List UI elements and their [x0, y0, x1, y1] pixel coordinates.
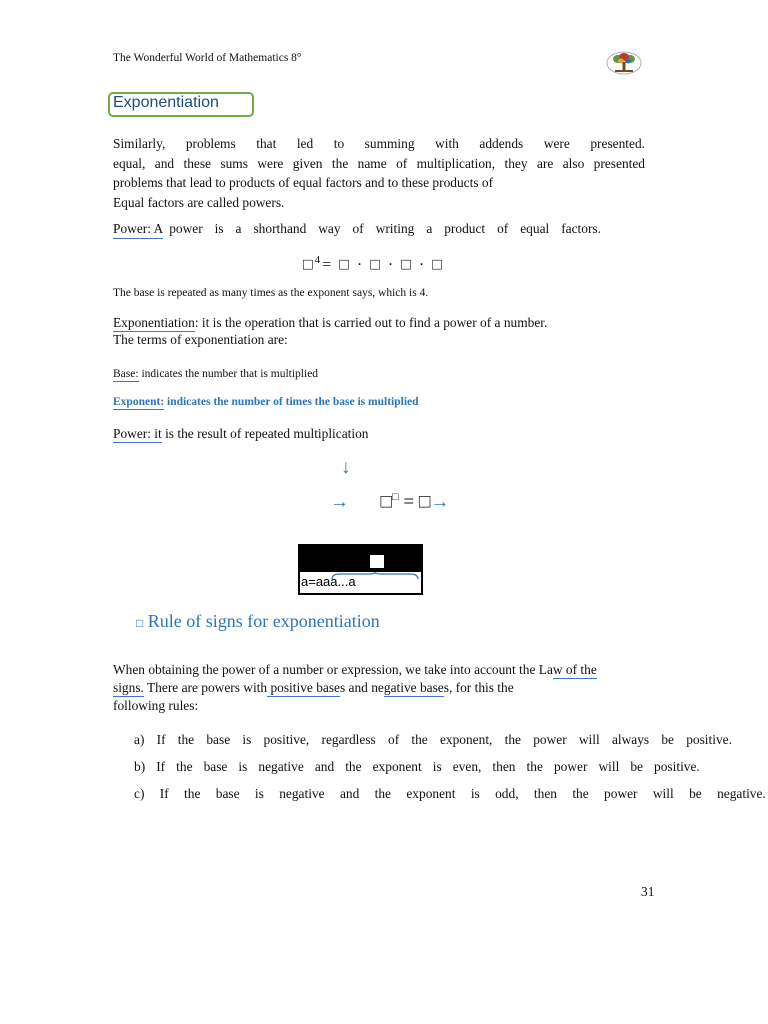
rule-word: power	[553, 759, 588, 774]
rule-word: base	[206, 732, 231, 747]
rule-item	[134, 732, 732, 759]
base-definition-text: indicates the number that is multiplied	[138, 368, 319, 380]
power-equation-diagram	[330, 491, 449, 513]
rule-word: If	[156, 732, 166, 747]
equation-equals: =	[403, 491, 415, 513]
rule-word: and	[314, 759, 335, 774]
signs-text: There are powers with	[143, 680, 268, 695]
right-arrow-icon: →	[430, 491, 450, 513]
figure-caption: a=aaa...a	[301, 574, 356, 589]
rule-word: a)	[134, 732, 145, 747]
rule-word: negative.	[717, 786, 766, 801]
right-arrow-icon: →	[330, 491, 349, 513]
rule-word: the	[504, 732, 521, 747]
power-result-definition	[113, 426, 369, 442]
rule-word: the	[184, 786, 201, 801]
power-formula	[303, 254, 444, 274]
formula-factor-box: □	[401, 256, 413, 274]
intro-line: problems that lead to products of equal factors and to these products of	[113, 175, 494, 190]
formula-factor-box: □	[370, 256, 382, 274]
exponentiation-definition	[113, 314, 547, 332]
terms-intro: The terms of exponentiation are:	[113, 332, 288, 347]
exponent-definition-text: indicates the number of times the base is multiplied	[164, 396, 419, 408]
power-definition	[113, 221, 601, 239]
formula-equals: =	[322, 256, 334, 274]
section-title: Exponentiation	[113, 94, 219, 111]
rule-word: will	[598, 759, 620, 774]
negative-bases-link: gative base	[383, 680, 444, 695]
rule-word: is	[242, 732, 252, 747]
equation-base-box: □	[380, 491, 392, 513]
rule-word: base	[203, 759, 228, 774]
rule-word: is	[238, 759, 248, 774]
book-title-header: The Wonderful World of Mathematics 8°	[113, 52, 302, 64]
rule-word: negative	[258, 759, 304, 774]
rule-word: is	[432, 759, 442, 774]
rule-word: then	[533, 786, 557, 801]
down-arrow-icon: ↓	[341, 457, 351, 478]
rule-word: the	[572, 786, 589, 801]
rule-word: b)	[134, 759, 146, 774]
rule-word: even,	[452, 759, 482, 774]
rule-of-signs-heading	[136, 611, 380, 632]
rule-word: positive.	[654, 759, 700, 774]
intro-paragraph	[113, 134, 645, 212]
formula-factor-box: □	[339, 256, 351, 274]
rule-word: is	[470, 786, 480, 801]
rule-word: exponent	[372, 759, 422, 774]
rule-word: odd,	[495, 786, 519, 801]
signs-text: When obtaining the power of a number or expression, we take into account the La	[113, 662, 553, 677]
signs-text: s, for this the	[443, 680, 514, 695]
rule-word: of	[388, 732, 400, 747]
bullet-icon: □	[136, 616, 144, 630]
rule-word: exponent,	[439, 732, 493, 747]
rule-word: always	[611, 732, 650, 747]
signs-paragraph	[113, 661, 673, 715]
rule-word: is	[254, 786, 264, 801]
exponent-term: Exponent:	[113, 396, 165, 408]
page-number: 31	[641, 884, 655, 899]
signs-text: s and ne	[339, 680, 384, 695]
rules-list	[134, 732, 766, 813]
formula-factor-box: □	[432, 256, 444, 274]
formula-dot: ·	[387, 256, 396, 274]
rule-word: then	[492, 759, 516, 774]
rule-word: be	[661, 732, 674, 747]
rule-word: the	[374, 786, 391, 801]
rule-word: the	[177, 732, 195, 747]
intro-line: Similarly, problems that led to summing with addends were presented.	[113, 136, 645, 151]
equation-exponent-box: □	[391, 491, 399, 503]
exponent-definition	[113, 396, 419, 408]
rule-of-signs-title: Rule of signs for exponentiation	[147, 611, 380, 631]
formula-dot: ·	[356, 256, 365, 274]
formula-dot: ·	[418, 256, 427, 274]
rule-word: regardless	[321, 732, 376, 747]
formula-base-box: □	[303, 256, 315, 274]
rule-word: the	[411, 732, 428, 747]
rule-word: the	[176, 759, 193, 774]
signs-line	[113, 661, 673, 679]
base-definition	[113, 368, 318, 380]
positive-bases-link: positive base	[267, 680, 340, 695]
figure-caption-strip	[300, 572, 421, 593]
rule-word: power	[604, 786, 638, 801]
signs-link: signs.	[113, 680, 144, 695]
power-result-term: Power: it	[113, 426, 162, 441]
rule-word: base	[215, 786, 240, 801]
rule-word: c)	[134, 786, 145, 801]
rule-word: positive.	[686, 732, 732, 747]
power-term: Power: A	[113, 221, 163, 239]
rule-word: be	[630, 759, 643, 774]
formula-exponent: 4	[314, 254, 323, 266]
power-expansion-figure	[298, 544, 423, 595]
tree-logo-icon	[606, 48, 642, 76]
rule-word: will	[578, 732, 600, 747]
equation-result-box: □	[418, 491, 431, 513]
base-repeat-note: The base is repeated as many times as the exponent says, which is 4.	[113, 287, 429, 299]
rule-item	[134, 759, 700, 786]
rule-word: power	[533, 732, 567, 747]
signs-line	[113, 679, 673, 697]
rule-word: be	[689, 786, 702, 801]
rule-word: negative	[279, 786, 325, 801]
intro-line: equal, and these sums were given the name of multiplication, they are also presented	[113, 155, 645, 171]
exponentiation-term: Exponentiation	[113, 315, 195, 330]
rule-word: positive,	[263, 732, 310, 747]
power-definition-text: power is a shorthand way of writing a product of equal factors.	[169, 221, 601, 236]
rule-word: and	[339, 786, 360, 801]
base-term: Base:	[113, 368, 139, 380]
rule-word: the	[526, 759, 543, 774]
law-of-signs-link: w of the	[552, 662, 597, 677]
rule-word: If	[156, 759, 166, 774]
intro-line: Equal factors are called powers.	[113, 194, 285, 210]
rule-item	[134, 786, 766, 813]
rule-word: will	[652, 786, 674, 801]
rule-word: the	[345, 759, 362, 774]
exponentiation-definition-text: : it is the operation that is carried out to find a power of a number.	[194, 315, 548, 330]
power-result-text: is the result of repeated multiplication	[161, 426, 369, 441]
rule-word: exponent	[406, 786, 456, 801]
figure-square	[370, 555, 384, 568]
rule-word: If	[159, 786, 169, 801]
signs-line: following rules:	[113, 698, 199, 713]
